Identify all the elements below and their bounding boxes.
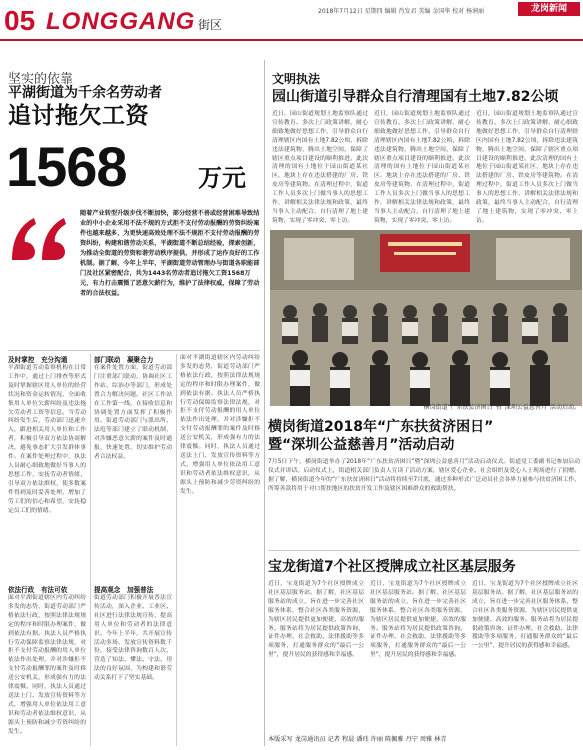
- page-number: 05: [4, 5, 36, 36]
- newspaper-logo: 龙岗新闻: [518, 2, 580, 16]
- article3-text: 7月5日下午，横岗街道举办了2018年“广东扶贫济困日”暨“深圳公益慈善月”活动启动仪式。街道党工委副书记参加启动仪式并讲话。启动仪式上，街道相关部门负责人宣读了活动方案，辖区爱心企业、社会组织及爱心人士现场进行了捐赠。据了解，横岗街道今年的“广东扶贫济困日”活动将持续至7月底，通过多种形式广泛动员社会各界力量参与扶贫济困工作，所筹善款将用于对口帮扶地区的扶贫开发工作及辖区困难群众的救助帮扶。: [268, 459, 580, 492]
- lead-section-text: 平湖街道劳动监察机构在日常工作中，通过上门排查等形式及时掌握辖区用人单位的经营状况和资金运转情况，全面收集用人单位欠薪纠纷及违法拖欠劳动者工资等信息。当劳动纠纷发生后，劳动部门迅速介入，跟进相关用人单位和工作者，积极引导双方依法协商解决，避免事态扩大引发群体事件。在案件处理过程中，执法人员耐心细致地做好当事人的思想工作，安抚劳动者情绪，引导双方依法维权，使多数案件得到及时妥善处理，增加了劳工们的信心和希望，安抚稳定员工们的情绪。: [8, 365, 86, 514]
- article2-text: 近日，园山街道规划土地监察队通过宣传教育、多次上门政策讲解，耐心细致地做好思想工作，引导群众自行清理辖区内国有土地7.82公顷，拆除违法建筑物，腾出土地空间，保障了辖区重点项目建设的顺利推进。此次清理的国有土地位于园山街道某社区，地块上存在违法搭建的厂房、铁皮房等建筑物。在清理过程中，街道工作人员多次上门做当事人的思想工作，讲解相关法律法规和政策，最终当事人主动配合，自行清理了地上建筑物，实现了零冲突、零上访。: [272, 111, 368, 224]
- column-divider: [90, 354, 91, 746]
- article3-title: [268, 418, 580, 454]
- photo-caption: 横岗街道“广东扶贫济困日”暨“深圳公益慈善月”活动启动。: [423, 404, 580, 411]
- lead-section-head: 依法行政 有法可依: [8, 586, 68, 594]
- article4-text: 近日，宝龙街道为7个社区授牌成立社区基层服务站。据了解，社区基层服务站的成立，旨在进一步完善社区服务体系，整合社区各类服务资源，为辖区居民提供更加便捷、高效的服务。服务站将为居民提供政策咨询、证件办理、社会救助、法律援助等多项服务，打通服务群众的“最后一公里”，提升居民的获得感和幸福感。: [370, 581, 466, 659]
- article4-title: 宝龙街道7个社区授牌成立社区基层服务: [268, 559, 516, 575]
- lead-kicker: 坚实的依靠: [8, 72, 74, 87]
- lead-section-text: 面对平湖街道辖区内劳动纠纷多发的态势，街道劳动部门严格依法行政，按照法律法规规定的程序和时限办理案件，做到依法有据。执法人员严格执行劳动保障监察法律法规，对拒不支付劳动报酬的用人单位依法作出处理，并对涉嫌拒不支付劳动报酬罪的案件及时移送公安机关，形成强有力的法律震慑。同时，执法人员通过送法上门、发放宣传资料等方式，增强用人单位依法用工意识和劳动者依法维权意识，从源头上预防和减少劳资纠纷的发生。: [8, 595, 86, 735]
- lead-section-head: 及时掌控 充分沟通: [8, 356, 68, 364]
- lead-section-text-continued: 面对平湖街道辖区内劳动纠纷多发的态势，街道劳动部门严格依法行政，按照法律法规规定的程序和时限办理案件，做到依法有据。执法人员严格执行劳动保障监察法律法规，对拒不支付劳动报酬的用人单位依法作出处理，并对涉嫌拒不支付劳动报酬罪的案件及时移送公安机关，形成强有力的法律震慑。同时，执法人员通过送法上门、发放宣传资料等方式，增强用人单位依法用工意识和劳动者依法维权意识，从源头上预防和减少劳资纠纷的发生。: [180, 355, 260, 495]
- lead-section-head: 提高观念 加强普法: [94, 586, 154, 594]
- article2-tag: 文明执法: [272, 72, 321, 86]
- lead-title-main: 追讨拖欠工资: [8, 103, 149, 129]
- lead-section-text: 街道劳动部门积极开展普法宣传活动，深入企业、工业区、社区进行法律法规宣传，提高用人单位和劳动者的法律意识。今年上半年，共开展宣传活动多场，发放宣传资料数千份，接受法律咨询数百人次，营造了知法、懂法、守法、用法的良好氛围，为构建和谐劳动关系打下了坚实基础。: [94, 595, 172, 682]
- lead-summary: 随着产业转型升级步伐不断加快，部分经营不善或经营困难导致结业的中小企业采用不法不规的方式拒不支付劳动报酬的劳资纠纷案件也越来越多，为更快速高效处理不法不规拒不支付劳动报酬的劳资纠纷，构建和谐劳动关系，平湖街道不断总结经验，探索创新，为推动全街道的劳资和谐劳动秩序提供，并形成了运作良好的工作机制。据了解，今年上半年，平湖街道劳动管理办与街道各职能部门及社区紧密配合，共为1443名劳动者追讨拖欠工资1568万元，有力打击震慑了恶意欠薪行为，维护了法律权威，保障了劳动者的合法权益。: [80, 210, 260, 297]
- event-photo-image: [270, 230, 582, 406]
- event-photo: [270, 230, 582, 406]
- lead-figure: 1568: [6, 135, 127, 198]
- lead-section-head: 部门联动 凝聚合力: [94, 356, 154, 364]
- article2-title: 园山街道引导群众自行清理国有土地7.82公顷: [272, 89, 559, 105]
- article3-title-line1: 横岗街道2018年“广东扶贫济困日”: [268, 419, 494, 435]
- page-column-divider: [264, 60, 265, 746]
- article2-text: 近日，园山街道规划土地监察队通过宣传教育、多次上门政策讲解，耐心细致地做好思想工作，引导群众自行清理辖区内国有土地7.82公顷，拆除违法建筑物，腾出土地空间，保障了辖区重点项目建设的顺利推进。此次清理的国有土地位于园山街道某社区，地块上存在违法搭建的厂房、铁皮房等建筑物。在清理过程中，街道工作人员多次上门做当事人的思想工作，讲解相关法律法规和政策，最终当事人主动配合，自行清理了地上建筑物，实现了零冲突、零上访。: [374, 111, 470, 224]
- article2-text: 近日，园山街道规划土地监察队通过宣传教育、多次上门政策讲解，耐心细致地做好思想工作，引导群众自行清理辖区内国有土地7.82公顷，拆除违法建筑物，腾出土地空间，保障了辖区重点项目建设的顺利推进。此次清理的国有土地位于园山街道某社区，地块上存在违法搭建的厂房、铁皮房等建筑物。在清理过程中，街道工作人员多次上门做当事人的思想工作，讲解相关法律法规和政策，最终当事人主动配合，自行清理了地上建筑物，实现了零冲突、零上访。: [476, 111, 578, 224]
- lead-section-text: 在案件处置方面，街道劳动部门注重部门联动，协调社区工作站、综治办等部门，形成处置合力解决问题。社区工作站在工作第一线，在接收信息和协调处置方面发挥了积极作用。街道劳动部门与派出所、法庭等部门建立了联动机制，对涉嫌恶意欠薪的案件及时通报，快速处置，切实维护劳动者合法权益。: [94, 365, 172, 461]
- quote-mark-icon: [8, 212, 70, 262]
- issue-meta: 2018年7月12日 星期四 编辑 肖发君 美编 金国华 校对 杨润丽: [318, 8, 485, 15]
- page-credits: 本版采写 龙岗通讯员 记者 程晨 潘玮 许丽 陈佩雅 丹宁 周雅 林青: [268, 736, 447, 743]
- article4-text: 近日，宝龙街道为7个社区授牌成立社区基层服务站。据了解，社区基层服务站的成立，旨在进一步完善社区服务体系，整合社区各类服务资源，为辖区居民提供更加便捷、高效的服务。服务站将为居民提供政策咨询、证件办理、社会救助、法律援助等多项服务，打通服务群众的“最后一公里”，提升居民的获得感和幸福感。: [472, 581, 578, 650]
- section-name-cn: 街区: [198, 18, 223, 32]
- section-name: LONGGANG: [46, 8, 196, 35]
- article4-text: 近日，宝龙街道为7个社区授牌成立社区基层服务站。据了解，社区基层服务站的成立，旨在进一步完善社区服务体系，整合社区各类服务资源，为辖区居民提供更加便捷、高效的服务。服务站将为居民提供政策咨询、证件办理、社会救助、法律援助等多项服务，打通服务群众的“最后一公里”，提升居民的获得感和幸福感。: [268, 581, 364, 659]
- article3-title-line2: 暨“深圳公益慈善月”活动启动: [268, 437, 455, 453]
- page-header: [0, 0, 583, 44]
- article-divider: [268, 550, 580, 551]
- lead-divider: [8, 350, 260, 351]
- header-rule: [0, 39, 583, 41]
- lead-title: 平湖街道为千余名劳动者: [8, 85, 162, 101]
- lead-figure-unit: 万元: [198, 164, 246, 192]
- column-divider: [176, 354, 177, 746]
